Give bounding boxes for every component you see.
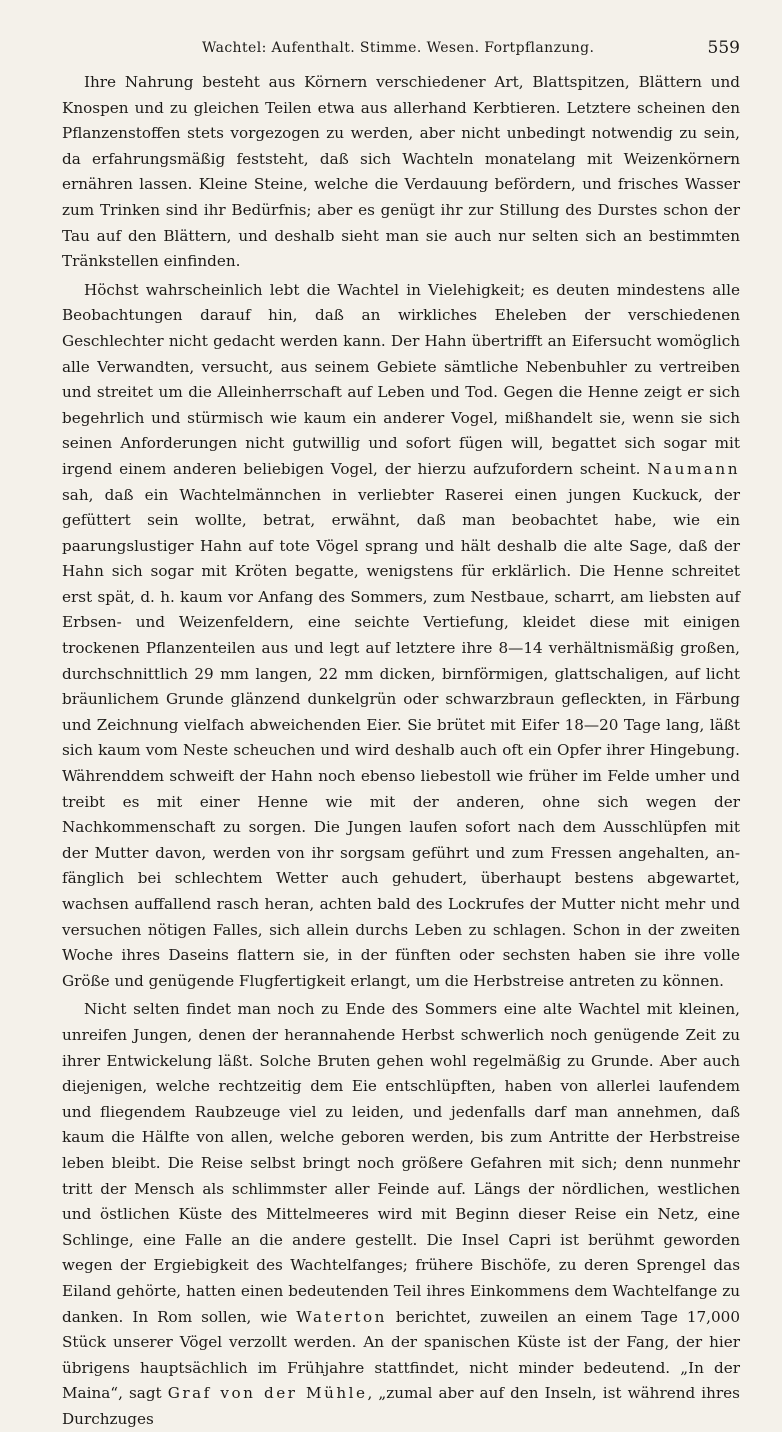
paragraph-text: Höchst wahrscheinlich lebt die Wachtel in Vielehigkeit; es deuten mindestens alle Beobachtungen darauf hin, daß an wirkliches Eheleben der verschiedenen Geschlechter nicht gedacht werden kann. Der Hahn übertrifft an Eifersucht womöglich alle Verwandten, versucht, aus seinem Gebiete sämtliche Nebenbuhler zu vertreiben und streitet um die Alleinherrschaft auf Leben und Tod. Gegen die Henne zeigt er sich begehrlich und stürmisch wie kaum ein anderer Vogel, mißhandelt sie, wenn sie sich seinen Anforderungen nicht gutwillig und sofort fügen will, begattet sich sogar mit irgend einem anderen beliebigen Vogel, der hierzu aufzufordern scheint.: [62, 280, 740, 478]
person-name: Naumann: [647, 459, 740, 478]
paragraph-text: berichtet, zuweilen an einem Tage 17,000 Stück unserer Vögel verzollt werden. An der spanischen Küste ist der Fang, der hier übrigens hauptsächlich im Frühjahre stattfindet, nicht minder bedeutend. „In der Maina“, sagt: [62, 1307, 740, 1403]
paragraph-text: , „zumal aber auf den Inseln, ist während ihres Durchzuges: [62, 1384, 740, 1428]
person-name: Waterton: [296, 1307, 387, 1326]
paragraph-text: Ihre Nahrung besteht aus Körnern verschiedener Art, Blattspitzen, Blättern und Knospen und zu gleichen Teilen etwa aus allerhand Kerbtieren. Letztere scheinen den Pflanzenstoffen stets vorgezogen zu werden, aber nicht unbedingt notwendig zu sein, da erfahrungsmäßig feststeht, daß sich Wachteln monatelang mit Weizenkörnern ernähren lassen. Kleine Steine, welche die Verdauung befördern, und frisches Wasser zum Trinken sind ihr Bedürfnis; aber es genügt ihr zur Stillung des Durstes schon der Tau auf den Blättern, und deshalb sieht man sie auch nur selten sich an bestimmten Tränkstellen einfinden.: [62, 73, 740, 271]
person-name: Graf von der Mühle: [167, 1384, 368, 1403]
paragraph: [62, 997, 740, 1432]
paragraph-text: Nicht selten findet man noch zu Ende des Sommers eine alte Wachtel mit kleinen, unreifen Jungen, denen der herannahende Herbst schwerlich noch genügende Zeit zu ihrer Entwickelung läßt. Solche Bruten gehen wohl regelmäßig zu Grunde. Aber auch diejenigen, welche rechtzeitig dem Eie entschlüpften, haben von allerlei laufendem und fliegendem Raubzeuge viel zu leiden, und jedenfalls darf man annehmen, daß kaum die Hälfte von allen, welche geboren werden, bis zum Antritte der Herbstreise leben bleibt. Die Reise selbst bringt noch größere Gefahren mit sich; denn nunmehr tritt der Mensch als schlimmster aller Feinde auf. Längs der nördlichen, westlichen und östlichen Küste des Mittelmeeres wird mit Beginn dieser Reise ein Netz, eine Schlinge, eine Falle an die andere gestellt. Die Insel Capri ist berühmt geworden wegen der Ergiebigkeit des Wachtelfanges; frühere Bischöfe, zu deren Sprengel das Eiland gehörte, hatten einen bedeutenden Teil ihres Einkommens dem Wachtelfange zu danken. In Rom sollen, wie: [62, 1000, 740, 1326]
page-number: 559: [707, 38, 740, 58]
running-title: Wachtel: Aufenthalt. Stimme. Wesen. Fortpflanzung.: [202, 40, 595, 56]
paragraph-text: sah, daß ein Wachtelmännchen in verliebter Raserei einen jungen Kuckuck, der gefüttert sein wollte, betrat, erwähnt, daß man beobachtet habe, wie ein paarungslustiger Hahn auf tote Vögel sprang und hält deshalb die alte Sage, daß der Hahn sich sogar mit Kröten begatte, wenigstens für erklärlich. Die Henne schreitet erst spät, d. h. kaum vor Anfang des Sommers, zum Nestbaue, scharrt, am liebsten auf Erbsen- und Weizenfeldern, eine seichte Vertiefung, kleidet diese mit einigen trockenen Pflanzenteilen aus und legt auf letztere ihre 8—14 verhältnismäßig großen, durchschnittlich 29 mm langen, 22 mm dicken, birnförmigen, glattschaligen, auf licht bräunlichem Grunde glänzend dunkelgrün oder schwarzbraun gefleckten, in Färbung und Zeichnung vielfach abweichenden Eier. Sie brütet mit Eifer 18—20 Tage lang, läßt sich kaum vom Neste scheuchen und wird deshalb auch oft ein Opfer ihrer Hingebung. Währenddem schweift der Hahn noch ebenso liebestoll wie früher im Felde umher und treibt es mit einer Henne wie mit der anderen, ohne sich wegen der Nachkommenschaft zu sorgen. Die Jungen laufen sofort nach dem Ausschlüpfen mit der Mutter davon, werden von ihr sorgsam geführt und zum Fressen angehalten, anfänglich bei schlechtem Wetter auch gehudert, überhaupt bestens abgewartet, wachsen auffallend rasch heran, achten bald des Lockrufes der Mutter nicht mehr und versuchen nötigen Falles, sich allein durchs Leben zu schlagen. Schon in der zweiten Woche ihres Daseins flattern sie, in der fünften oder sechsten haben sie ihre volle Größe und genügende Flugfertigkeit erlangt, um die Herbstreise antreten zu können.: [62, 485, 740, 990]
paragraph: [62, 70, 740, 275]
paragraph: [62, 278, 740, 995]
running-head: [62, 40, 740, 68]
body-text: [62, 70, 740, 1432]
